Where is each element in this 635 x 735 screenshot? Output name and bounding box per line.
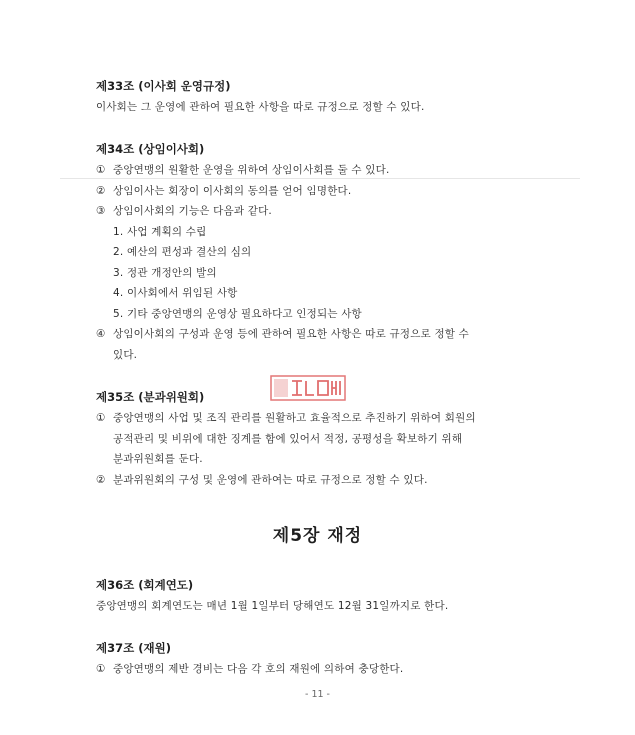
clause-continuation: 분과위원회를 둔다. bbox=[113, 453, 203, 465]
article-37 bbox=[96, 639, 536, 680]
sub-item bbox=[96, 304, 536, 325]
clause-marker: ① bbox=[96, 412, 106, 424]
article-36 bbox=[96, 576, 536, 617]
sub-item bbox=[96, 222, 536, 243]
sub-item-number: 1. bbox=[113, 225, 124, 238]
sub-item bbox=[96, 283, 536, 304]
sub-item-number: 5. bbox=[113, 307, 124, 320]
sub-item bbox=[96, 263, 536, 284]
article-text: 중앙연맹의 회계연도는 매년 1월 1일부터 당해연도 12월 31일까지로 한다. bbox=[96, 600, 449, 612]
clause-item bbox=[96, 160, 536, 181]
sub-item-text: 기타 중앙연맹의 운영상 필요하다고 인정되는 사항 bbox=[127, 307, 362, 320]
clause-text: 중앙연맹의 원활한 운영을 위하여 상임이사회를 둘 수 있다. bbox=[113, 164, 390, 176]
clause-item bbox=[96, 408, 536, 429]
clause-marker: ① bbox=[96, 164, 106, 176]
sub-item-text: 정관 개정안의 발의 bbox=[127, 266, 217, 279]
clause-item bbox=[96, 659, 536, 680]
sub-item-number: 4. bbox=[113, 287, 124, 299]
clause-item bbox=[96, 181, 536, 202]
article-33 bbox=[96, 77, 536, 118]
clause-item bbox=[96, 324, 536, 345]
article-text: 이사회는 그 운영에 관하여 필요한 사항을 따로 규정으로 정할 수 있다. bbox=[96, 101, 425, 113]
sub-item-number: 3. bbox=[113, 266, 124, 279]
article-34 bbox=[96, 140, 536, 365]
sub-item bbox=[96, 242, 536, 263]
clause-text: 중앙연맹의 사업 및 조직 관리를 원활하고 효율적으로 추진하기 위하여 회원의 bbox=[113, 412, 476, 424]
clause-text: 상임이사는 회장이 이사회의 동의를 얻어 임명한다. bbox=[113, 184, 352, 197]
article-heading: 제33조 (이사회 운영규정) bbox=[96, 79, 231, 93]
sub-item-number: 2. bbox=[113, 246, 124, 258]
article-heading: 제35조 (분과위원회) bbox=[96, 390, 205, 404]
clause-item bbox=[96, 201, 536, 222]
article-heading: 제37조 (재원) bbox=[96, 641, 171, 655]
clause-continuation: 있다. bbox=[113, 348, 138, 361]
article-35 bbox=[96, 388, 536, 490]
clause-marker: ③ bbox=[96, 205, 106, 217]
page-number: - 11 - bbox=[305, 689, 330, 700]
sub-item-text: 이사회에서 위임된 사항 bbox=[127, 287, 238, 299]
clause-continuation: 공적관리 및 비위에 대한 징계를 함에 있어서 적정, 공평성을 확보하기 위해 bbox=[113, 432, 463, 445]
clause-marker: ④ bbox=[96, 328, 106, 340]
clause-text: 중앙연맹의 제반 경비는 다음 각 호의 재원에 의하여 충당한다. bbox=[113, 663, 404, 675]
article-heading: 제34조 (상임이사회) bbox=[96, 142, 205, 156]
clause-text: 분과위원회의 구성 및 운영에 관하여는 따로 규정으로 정할 수 있다. bbox=[113, 473, 428, 486]
clause-marker: ① bbox=[96, 663, 106, 675]
article-heading: 제36조 (회계연도) bbox=[96, 578, 194, 592]
sub-item-text: 사업 계획의 수립 bbox=[127, 225, 207, 238]
clause-marker: ② bbox=[96, 184, 106, 197]
chapter-title: 제5장 재정 bbox=[272, 526, 363, 546]
clause-marker: ② bbox=[96, 473, 106, 486]
sub-item-text: 예산의 편성과 결산의 심의 bbox=[127, 246, 252, 258]
clause-text: 상임이사회의 구성과 운영 등에 관하여 필요한 사항은 따로 규정으로 정할 수 bbox=[113, 328, 470, 340]
clause-item bbox=[96, 470, 536, 491]
clause-text: 상임이사회의 기능은 다음과 같다. bbox=[113, 205, 272, 217]
